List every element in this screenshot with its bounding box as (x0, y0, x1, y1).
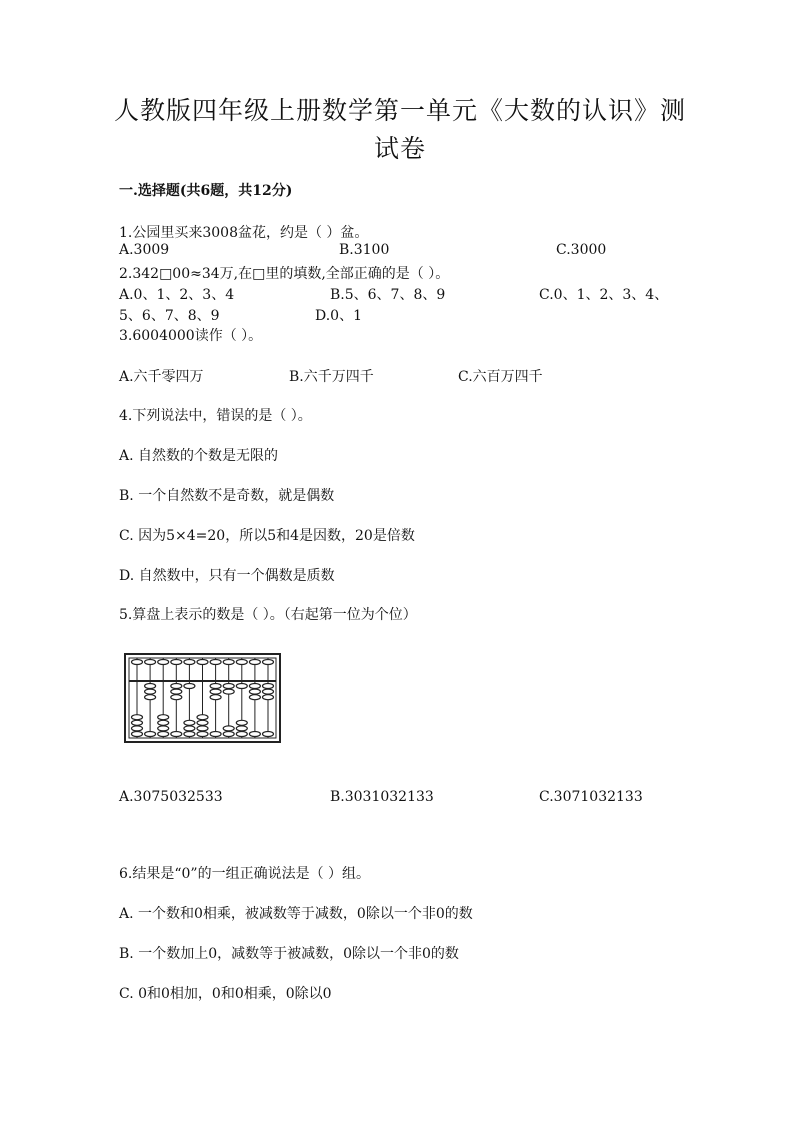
abacus-lower-bead (184, 732, 195, 737)
abacus-lower-bead (132, 715, 143, 720)
abacus-lower-bead (249, 732, 260, 737)
abacus-lower-bead-counted (223, 684, 234, 689)
abacus-lower-bead-counted (263, 689, 274, 694)
abacus-upper-bead (132, 660, 143, 665)
abacus-lower-bead (145, 732, 156, 737)
question-6-option-c: C. 0和0相加，0和0相乘，0除以0 (119, 986, 332, 1002)
question-5-option-b: B.3031032133 (330, 789, 434, 805)
abacus-lower-bead (236, 720, 247, 725)
abacus-lower-bead (210, 732, 221, 737)
question-1-option-a: A.3009 (119, 242, 170, 258)
abacus-lower-bead-counted (249, 695, 260, 700)
abacus-lower-bead (197, 715, 208, 720)
abacus-lower-bead-counted (249, 689, 260, 694)
abacus-lower-bead-counted (145, 684, 156, 689)
abacus-lower-bead-counted (236, 684, 247, 689)
abacus-lower-bead-counted (263, 695, 274, 700)
abacus-lower-bead-counted (171, 684, 182, 689)
abacus-upper-bead (197, 660, 208, 665)
title-line-2: 试卷 (373, 134, 426, 163)
abacus-lower-bead (158, 732, 169, 737)
abacus-lower-bead-counted (184, 684, 195, 689)
abacus-lower-bead-counted (171, 689, 182, 694)
abacus-upper-bead (145, 660, 156, 665)
question-1-stem: 1.公园里买来3008盆花，约是（ ）盆。 (119, 225, 369, 241)
question-3-option-c: C.六百万四千 (458, 369, 543, 385)
abacus-lower-bead (132, 720, 143, 725)
question-2-option-c-cont: 5、6、7、8、9 (119, 308, 220, 324)
question-4-option-b: B. 一个自然数不是奇数，就是偶数 (119, 488, 335, 504)
abacus-upper-bead (249, 660, 260, 665)
question-3-option-a: A.六千零四万 (119, 369, 204, 385)
abacus-figure (124, 653, 281, 743)
abacus-lower-bead (236, 726, 247, 731)
abacus-lower-bead-counted (210, 695, 221, 700)
abacus-lower-bead (132, 732, 143, 737)
question-5-option-c: C.3071032133 (539, 789, 643, 805)
question-2-option-b: B.5、6、7、8、9 (330, 287, 446, 303)
abacus-lower-bead (158, 726, 169, 731)
abacus-lower-bead (184, 726, 195, 731)
abacus-lower-bead-counted (249, 684, 260, 689)
abacus-lower-bead (158, 720, 169, 725)
question-5-option-a: A.3075032533 (119, 789, 223, 805)
question-2-option-c: C.0、1、2、3、4、 (539, 287, 669, 303)
question-3-option-b: B.六千万四千 (289, 369, 374, 385)
abacus-lower-bead (184, 720, 195, 725)
abacus-lower-bead (197, 732, 208, 737)
question-6-option-a: A. 一个数和0相乘，被减数等于减数，0除以一个非0的数 (119, 906, 473, 922)
question-2-option-a: A.0、1、2、3、4 (119, 287, 235, 303)
question-2-option-d: D.0、1 (315, 308, 362, 324)
question-4-option-a: A. 自然数的个数是无限的 (119, 448, 279, 464)
section-header: 一.选择题(共6题，共12分) (119, 183, 293, 199)
abacus-lower-bead (171, 732, 182, 737)
question-4-stem: 4.下列说法中，错误的是（ ）。 (119, 408, 312, 424)
question-3-stem: 3.6004000读作（ ）。 (119, 328, 263, 344)
abacus-lower-bead (197, 720, 208, 725)
abacus-lower-bead-counted (263, 684, 274, 689)
abacus-lower-bead-counted (223, 689, 234, 694)
question-6-option-b: B. 一个数加上0，减数等于被减数，0除以一个非0的数 (119, 946, 459, 962)
abacus-upper-bead (236, 660, 247, 665)
abacus-lower-bead-counted (145, 689, 156, 694)
abacus-upper-bead (171, 660, 182, 665)
question-5-stem: 5.算盘上表示的数是（ ）。（右起第一位为个位） (119, 607, 417, 623)
abacus-upper-bead (158, 660, 169, 665)
question-4-option-d: D. 自然数中，只有一个偶数是质数 (119, 568, 335, 584)
abacus-lower-bead (236, 732, 247, 737)
exam-title (110, 92, 690, 168)
question-2-stem: 2.342□00≈34万,在□里的填数,全部正确的是（ ）。 (119, 266, 450, 282)
title-line-1: 人教版四年级上册数学第一单元《大数的认识》测 (113, 96, 686, 125)
abacus-upper-bead (263, 660, 274, 665)
abacus-upper-bead (210, 660, 221, 665)
abacus-lower-bead-counted (171, 695, 182, 700)
abacus-lower-bead (223, 726, 234, 731)
question-1-option-b: B.3100 (339, 242, 390, 258)
abacus-lower-bead-counted (210, 684, 221, 689)
abacus-lower-bead-counted (210, 689, 221, 694)
abacus-lower-bead (263, 732, 274, 737)
abacus-upper-bead (223, 660, 234, 665)
question-6-stem: 6.结果是“0”的一组正确说法是（ ）组。 (119, 866, 371, 882)
question-4-option-c: C. 因为5×4=20，所以5和4是因数，20是倍数 (119, 528, 415, 544)
question-1-option-c: C.3000 (556, 242, 607, 258)
abacus-lower-bead (223, 732, 234, 737)
abacus-lower-bead (132, 726, 143, 731)
abacus-upper-bead (184, 660, 195, 665)
abacus-lower-bead (158, 715, 169, 720)
abacus-lower-bead (197, 726, 208, 731)
abacus-lower-bead-counted (145, 695, 156, 700)
